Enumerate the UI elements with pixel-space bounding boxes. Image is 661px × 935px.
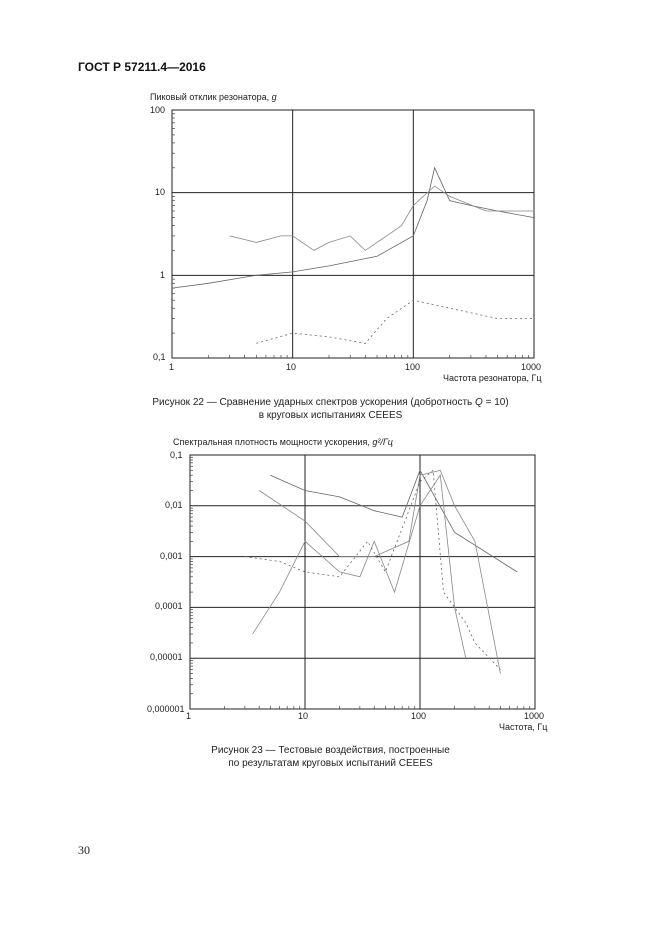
fig23-xtick-1: 1 — [186, 711, 192, 721]
fig23-xtick-1000: 1000 — [524, 711, 545, 721]
fig23-ytick-2: 0,001 — [160, 551, 183, 561]
fig22-ytick-0-1: 0,1 — [153, 352, 166, 362]
fig22-ylabel-var: g — [271, 92, 277, 102]
fig22-series-2 — [230, 186, 534, 250]
fig22-ylabel — [150, 92, 277, 102]
fig23-ytick-1: 0,01 — [165, 500, 183, 510]
fig23-xlabel: Частота, Гц — [499, 722, 548, 732]
page-number: 30 — [78, 843, 90, 857]
fig22-frame — [172, 110, 534, 358]
fig22-caption — [0, 396, 661, 422]
fig22-caption-line1: Рисунок 22 — Сравнение ударных спектров ускорения (добротность Q = 10) — [152, 397, 509, 408]
fig22-caption-line2: в круговых испытаниях CEEES — [258, 410, 403, 421]
document-header: ГОСТ Р 57211.4—2016 — [78, 60, 206, 74]
fig22-ytick-100: 100 — [150, 105, 166, 115]
fig23-ylabel — [173, 437, 393, 447]
fig22-xlabel: Частота резонатора, Гц — [443, 373, 542, 383]
fig23-series-4 — [253, 475, 466, 658]
fig22-xtick-10: 10 — [286, 362, 297, 372]
fig23-caption-line2: по результатам круговых испытаний CEEES — [228, 758, 433, 769]
fig22-xtick-1000: 1000 — [521, 362, 542, 372]
fig23-caption-line1: Рисунок 23 — Тестовые воздействия, построенные — [211, 745, 450, 756]
fig23-series-2 — [259, 470, 500, 673]
fig23-caption — [0, 744, 661, 770]
fig22-xtick-100: 100 — [405, 362, 421, 372]
fig22-plot — [172, 110, 534, 358]
fig23-frame — [190, 455, 535, 709]
fig22-xtick-1: 1 — [169, 362, 175, 372]
fig22-ytick-1: 1 — [160, 270, 166, 280]
fig23-ytick-4: 0,00001 — [150, 652, 183, 662]
fig22-series-1 — [172, 168, 534, 288]
fig22-ylabel-text: Пиковый отклик резонатора, — [150, 92, 272, 102]
fig23-xtick-100: 100 — [411, 711, 427, 721]
fig22-series-3 — [256, 300, 534, 343]
fig23-ytick-5: 0,000001 — [147, 704, 185, 714]
fig23-ylabel-unit: g²/Гц — [372, 437, 393, 447]
fig22-ytick-10: 10 — [155, 187, 166, 197]
fig23-ylabel-text: Спектральная плотность мощности ускорения, — [173, 437, 373, 447]
fig23-plot — [190, 455, 535, 709]
fig23-xtick-10: 10 — [298, 711, 309, 721]
fig23-ytick-0: 0,1 — [170, 450, 183, 460]
fig23-ytick-3: 0,0001 — [155, 601, 183, 611]
